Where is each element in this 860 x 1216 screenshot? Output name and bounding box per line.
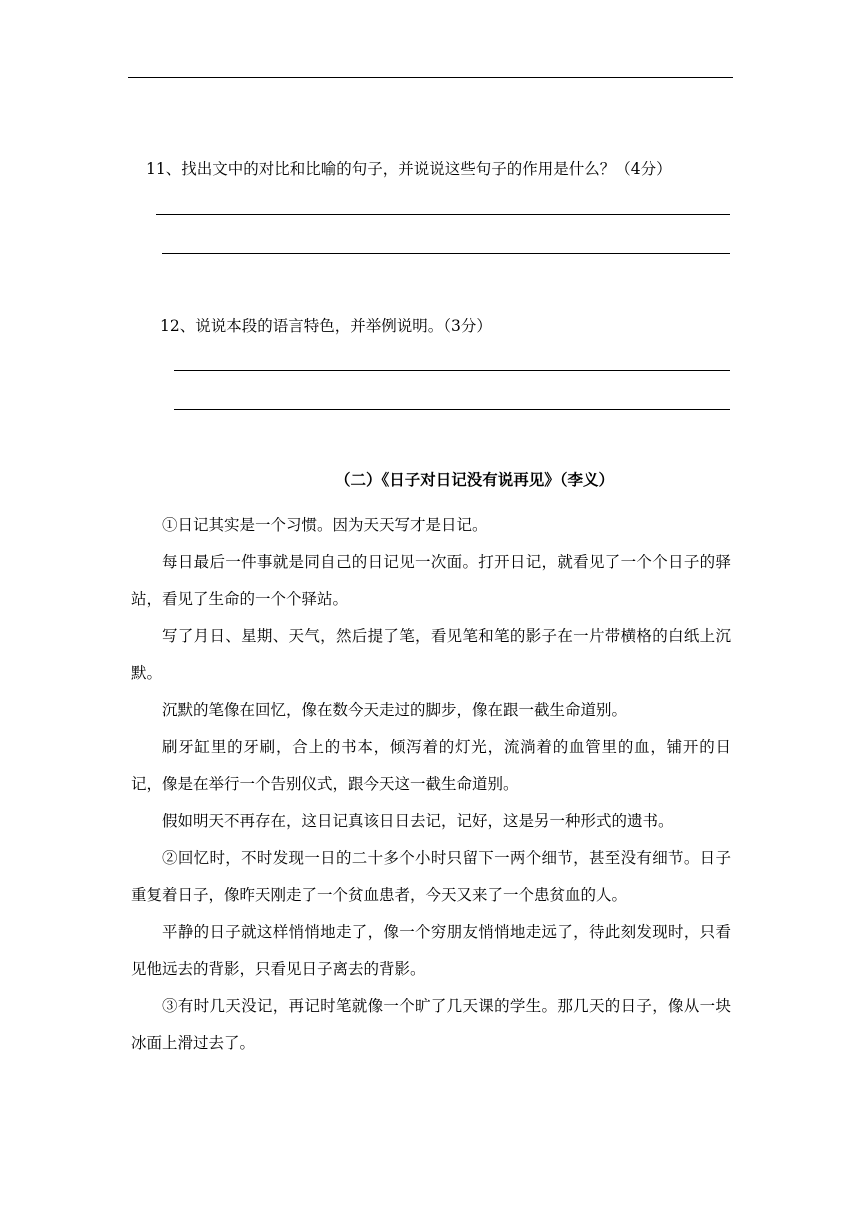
passage-paragraph: 刷牙缸里的牙刷，合上的书本，倾泻着的灯光，流淌着的血管里的血，铺开的日记，像是在举行一个告别仪式，跟今天这一截生命道别。 <box>131 738 731 793</box>
passage-paragraph: 沉默的笔像在回忆，像在数今天走过的脚步，像在跟一截生命道别。 <box>162 701 628 719</box>
passage-paragraph: 每日最后一件事就是同自己的日记见一次面。打开日记，就看见了一个个日子的驿站，看见了生命的一个个驿站。 <box>131 553 731 608</box>
question-12: 12、说说本段的语言特色，并举例说明。（3分） <box>160 317 492 335</box>
passage-paragraph: 写了月日、星期、天气，然后提了笔，看见笔和笔的影子在一片带横格的白纸上沉默。 <box>131 627 731 682</box>
header-rule <box>128 77 733 78</box>
passage-paragraph: 平静的日子就这样悄悄地走了，像一个穷朋友悄悄地走远了，待此刻发现时，只看见他远去的背影，只看见日子离去的背影。 <box>131 923 731 978</box>
section-title: （二）《日子对日记没有说再见》（李义） <box>335 471 615 489</box>
answer-line-q11-2[interactable] <box>162 253 730 254</box>
passage-paragraph: ③有时几天没记，再记时笔就像一个旷了几天课的学生。那几天的日子，像从一块冰面上滑过去了。 <box>131 997 731 1052</box>
passage-paragraph: 假如明天不再存在，这日记真该日日去记，记好，这是另一种形式的遗书。 <box>162 812 674 830</box>
question-11: 11、找出文中的对比和比喻的句子，并说说这些句子的作用是什么？（4分） <box>146 160 672 178</box>
passage-paragraph: ①日记其实是一个习惯。因为天天写才是日记。 <box>162 516 488 534</box>
reading-passage <box>131 507 731 1062</box>
answer-line-q11-1[interactable] <box>156 214 730 215</box>
answer-line-q12-2[interactable] <box>174 409 730 410</box>
passage-paragraph: ②回忆时，不时发现一日的二十多个小时只留下一两个细节，甚至没有细节。日子重复着日子，像昨天刚走了一个贫血患者，今天又来了一个患贫血的人。 <box>131 849 731 904</box>
answer-line-q12-1[interactable] <box>174 370 730 371</box>
